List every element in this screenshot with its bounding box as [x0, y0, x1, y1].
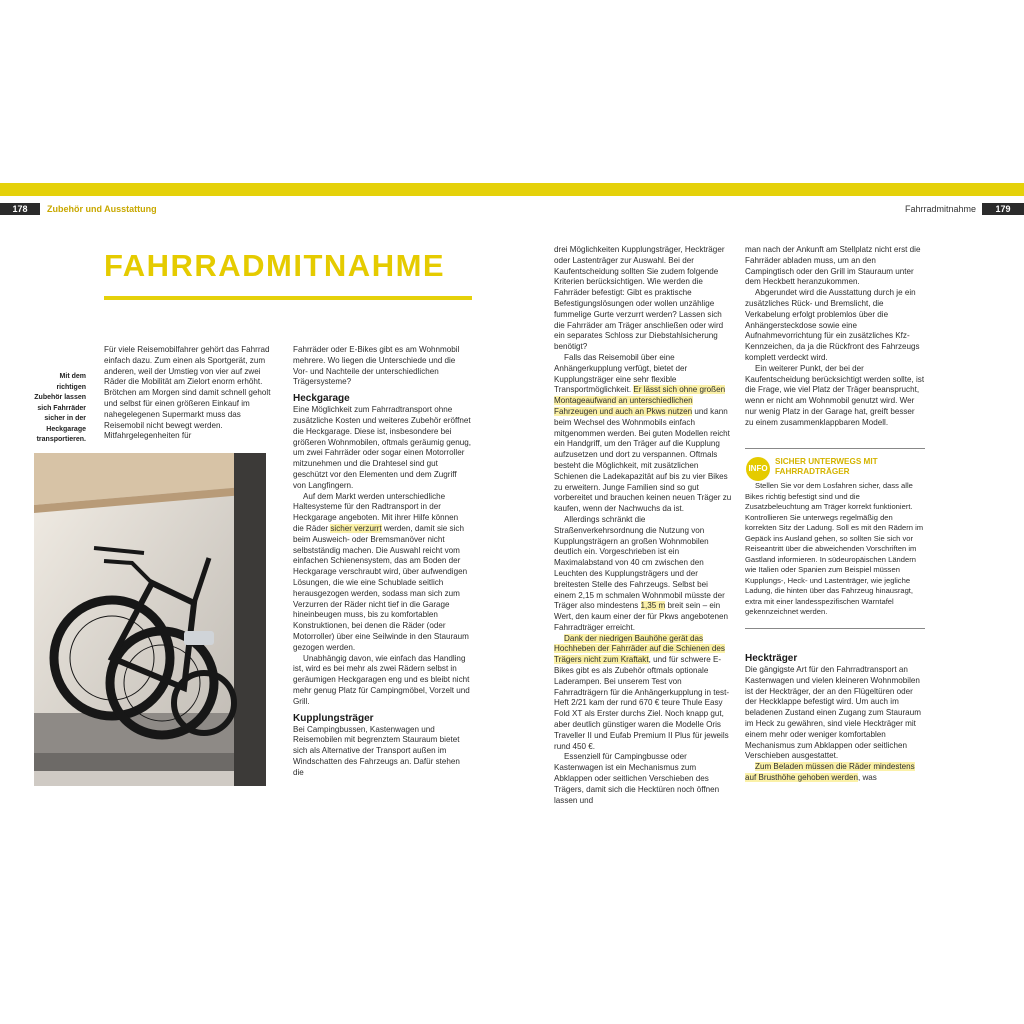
text-run: und kann beim Wechsel des Wohnmobils einfach mitgenommen werden. Bei guten Modellen reicht ein Handgriff, um den Träger auf die Kupplung aufzusetzen und dort zu verspannen. Oftmals besteht die Möglichkeit, mit zusätzlichen Schienen die Ladekapazität auf bis zu vier Bikes zu erweitern. Junge Familien sind so gut vorbereitet und brauchen keinen neuen Träger zu kaufen, wenn der Nachwuchs da ist.	[554, 406, 732, 514]
article-title: FAHRRADMITNAHME	[104, 248, 446, 283]
running-title-left: Zubehör und Ausstattung	[47, 204, 157, 214]
paragraph: Eine Möglichkeit zum Fahrradtransport ohne zusätzliche Kosten und weiteres Zubehör eröffnet die Heckgarage. Diese ist, insbesondere bei größeren Wohnmobilen, oftmals geräumig genug, um zwei Fahrräder oder sogar einen Motorroller mitzunehmen und die Drahtesel sind gut geschützt vor den Elementen und dem Zugriff von Langfingern.	[293, 405, 472, 490]
text-column-4-bottom	[745, 652, 925, 784]
page-number-right: 179	[982, 203, 1024, 215]
info-badge-icon: INFO	[746, 457, 770, 481]
subheading-heckträger: Heckträger	[745, 653, 798, 664]
highlighted-text: 1,35 m	[640, 601, 666, 611]
bicycle-photo-illustration	[34, 453, 266, 786]
text-run: Falls das Reisemobil über eine Anhängerkupplung verfügt, bietet der Kupplungsträger eine sehr flexible Transportmöglichkeit.	[554, 352, 688, 395]
page-number-left: 178	[0, 203, 40, 215]
paragraph: Unabhängig davon, wie einfach das Handling ist, wird es bei mehr als zwei Rädern selbst in geräumigen Heckgaragen eng und es bleibt nicht mehr genug Platz für Campingmöbel, Vorzelt und Grill.	[293, 653, 470, 706]
highlighted-text: Er lässt sich ohne großen Montageaufwand an unterschiedlichen Fahrzeugen und auch an Pkws nutzen	[554, 385, 726, 416]
info-box-bottom-rule	[745, 628, 925, 629]
text-column-1	[104, 345, 277, 442]
paragraph	[554, 515, 732, 634]
paragraph: drei Möglichkeiten Kupplungsträger, Heckträger oder Lastenträger zur Auswahl. Bei der Kaufentscheidung sollten Sie zudem folgende Kriterien berücksichtigen. Wie werden die Fahrräder befestigt: Gibt es praktische Befestigungslösungen oder wollen unzählige fummelige Gurte verzurrt werden? Lassen sich die Fahrräder am Träger anschließen oder wird ein separates Schloss zur Diebstahlsicherung benötigt?	[554, 245, 725, 352]
highlighted-text: Dank der niedrigen Bauhöhe gerät das Hochheben der Fahrräder auf die Schienen des Trägers nicht zum Kraftakt	[554, 633, 725, 665]
paragraph: man nach der Ankunft am Stellplatz nicht erst die Fahrräder abladen muss, um an den Campingtisch oder den Grill im Stauraum unter dem Heckbett heranzukommen.	[745, 245, 921, 287]
text-run: , was	[857, 772, 877, 782]
paragraph: Fahrräder oder E-Bikes gibt es am Wohnmobil mehrere. Wo liegen die Unterschiede und die Vor- und Nachteile der unterschiedlichen Trägersysteme?	[293, 345, 460, 387]
paragraph: Essenziell für Campingbusse oder Kastenwagen ist ein Mechanismus zum Abklappen oder seitlichen Verschieben des Trägers, damit sich die Hecktüren noch öffnen lassen und	[554, 752, 720, 805]
header-color-band	[0, 183, 1024, 196]
paragraph: Für viele Reisemobilfahrer gehört das Fahrrad einfach dazu. Zum einen als Sportgerät, zum anderen, weil der Umstieg von vier auf zwei Räder die Mobilität am Zielort enorm erhöht. Brötchen am Morgen sind damit schnell geholt und selbst für einen größeren Einkauf im nahegelegenen Supermarkt muss das Reisemobil nicht bewegt werden. Mitfahrgelegenheiten für	[104, 345, 271, 441]
text-run: breit sein – ein Wert, den kaum einer der für Pkws angebotenen Fahrradträger erreicht.	[554, 601, 728, 632]
paragraph: Abgerundet wird die Ausstattung durch je ein zusätzliches Rück- und Bremslicht, die Verkabelung erfolgt problemlos über die Anhängersteckdose sowie eine Aufnahmevorrichtung für ein zusätzliches Kfz-Kennzeichen, da ja die Rückfront des Fahrzeugs komplett verdeckt wird.	[745, 288, 920, 362]
paragraph	[293, 492, 471, 654]
info-box-top-rule	[745, 448, 925, 449]
photo-caption: Mit dem richtigen Zubehör lassen sich Fahrräder sicher in der Heckgarage transportieren.	[34, 373, 86, 443]
highlighted-text: sicher verzurrt	[330, 523, 382, 533]
paragraph	[554, 634, 732, 753]
paragraph: Bei Campingbussen, Kastenwagen und Reisemobilen mit begrenztem Stauraum bietet sich als Alternative der Transport außen im Windschatten des Fahrzeugs an. Dafür stehen die	[293, 724, 460, 777]
paragraph: Ein weiterer Punkt, der bei der Kaufentscheidung berücksichtigt werden sollte, ist die Frage, wie viel Platz der Träger beansprucht, wenn er nicht am Wohnmobil genutzt wird. Wer nur wenig Platz in der Garage hat, greift besser zu einem zusammenklappbaren Modell.	[745, 363, 925, 427]
highlighted-text: Zum Beladen müssen die Räder mindestens auf Brusthöhe gehoben werden	[745, 762, 915, 782]
subheading-kupplungstraeger: Kupplungsträger	[293, 712, 374, 724]
bicycle-photo	[34, 453, 266, 786]
running-title-right: Fahrradmitnahme	[904, 204, 976, 214]
subheading-heckgarage: Heckgarage	[293, 393, 350, 405]
text-column-3	[554, 245, 732, 806]
text-run: Auf dem Markt werden unterschiedliche Haltesysteme für den Radtransport in der Heckgarage angeboten. Mit ihrer Hilfe können die Räder	[293, 491, 459, 533]
text-run: , und für schwere E-Bikes gibt es als Zubehör oftmals optionale Laderampen. Bei unserem Test von Fahrradträgern für die Anhängerkupplung in test-Heft 2/21 kam der rund 670 € teure Thule Easy Fold XT als Erster durchs Ziel. Noch knapp gut, aber deutlich günstiger waren die Modelle Oris Traveller II und Eufab Premium II Plus für jeweils rund 450 €.	[554, 655, 730, 751]
text-run: Allerdings schränkt die Straßenverkehrsordnung die Nutzung von Kupplungsträgern an großen Wohnmobilen deutlich ein. Vorgeschrieben ist ein Maximalabstand von 40 cm zwischen den Leuchten des Kupplungsträgers und der breitesten Stelle des Fahrzeugs. Selbst bei einem 2,15 m schmalen Wohnmobil müsste der Träger also mindestens	[554, 514, 725, 611]
info-box-body	[745, 481, 925, 618]
text-column-2	[293, 345, 471, 778]
paragraph	[745, 762, 925, 784]
paragraph	[554, 353, 732, 515]
text-column-4-top	[745, 245, 925, 429]
info-box-title: SICHER UNTERWEGS MIT FAHRRADTRÄGER	[775, 457, 878, 476]
info-paragraph: Stellen Sie vor dem Losfahren sicher, dass alle Bikes richtig befestigt sind und die Zusatzbeleuchtung am Träger korrekt funktioniert. Kontrollieren Sie unterwegs regelmäßig den korrekten Sitz der Ladung. Soll es mit den Rädern im Gepäck ins Ausland gehen, so sollten Sie sich vor Reiseantritt über die abweichenden Vorschriften im Gastland informieren. In südeuropäischen Ländern wie Italien oder Spanien zum Beispiel müssen Kupplungs-, Heck- und Lastenträger, wie jegliche Ladung, die hinten über das Fahrzeug hinausragt, extra mit einer landesspezifischen Warntafel gekennzeichnet werden.	[745, 481, 924, 616]
title-underline	[104, 296, 472, 300]
paragraph: Die gängigste Art für den Fahrradtransport an Kastenwagen und vielen kleineren Wohnmobilen ist der Heckträger, der an den Flügeltüren oder der Heckklappe befestigt wird. Um auch im beladenen Zustand einen Zugang zum Stauraum im Heck zu gewähren, sind viele Heckträger mit einem mehr oder weniger komfortablen Mechanismus zum Abklappen oder seitlichen Verschieben ausgestattet.	[745, 665, 921, 761]
text-run: werden, damit sie sich beim Ausweich- oder Bremsmanöver nicht selbstständig machen. Die Auswahl reicht vom einfachen Schienensystem, das am Boden der Heckgarage verschraubt wird, über aufwendigen Lösungen, die wie eine Schublade seitlich herausgezogen werden, sodass man sich zum Verzurren der Räder nicht tief in die Garage hineinbeugen muss, bis zu komfortablen Konstruktionen, bei denen die Räder (oder Motorroller) über eine Seilwinde in den Stauraum gezogen werden.	[293, 523, 469, 652]
